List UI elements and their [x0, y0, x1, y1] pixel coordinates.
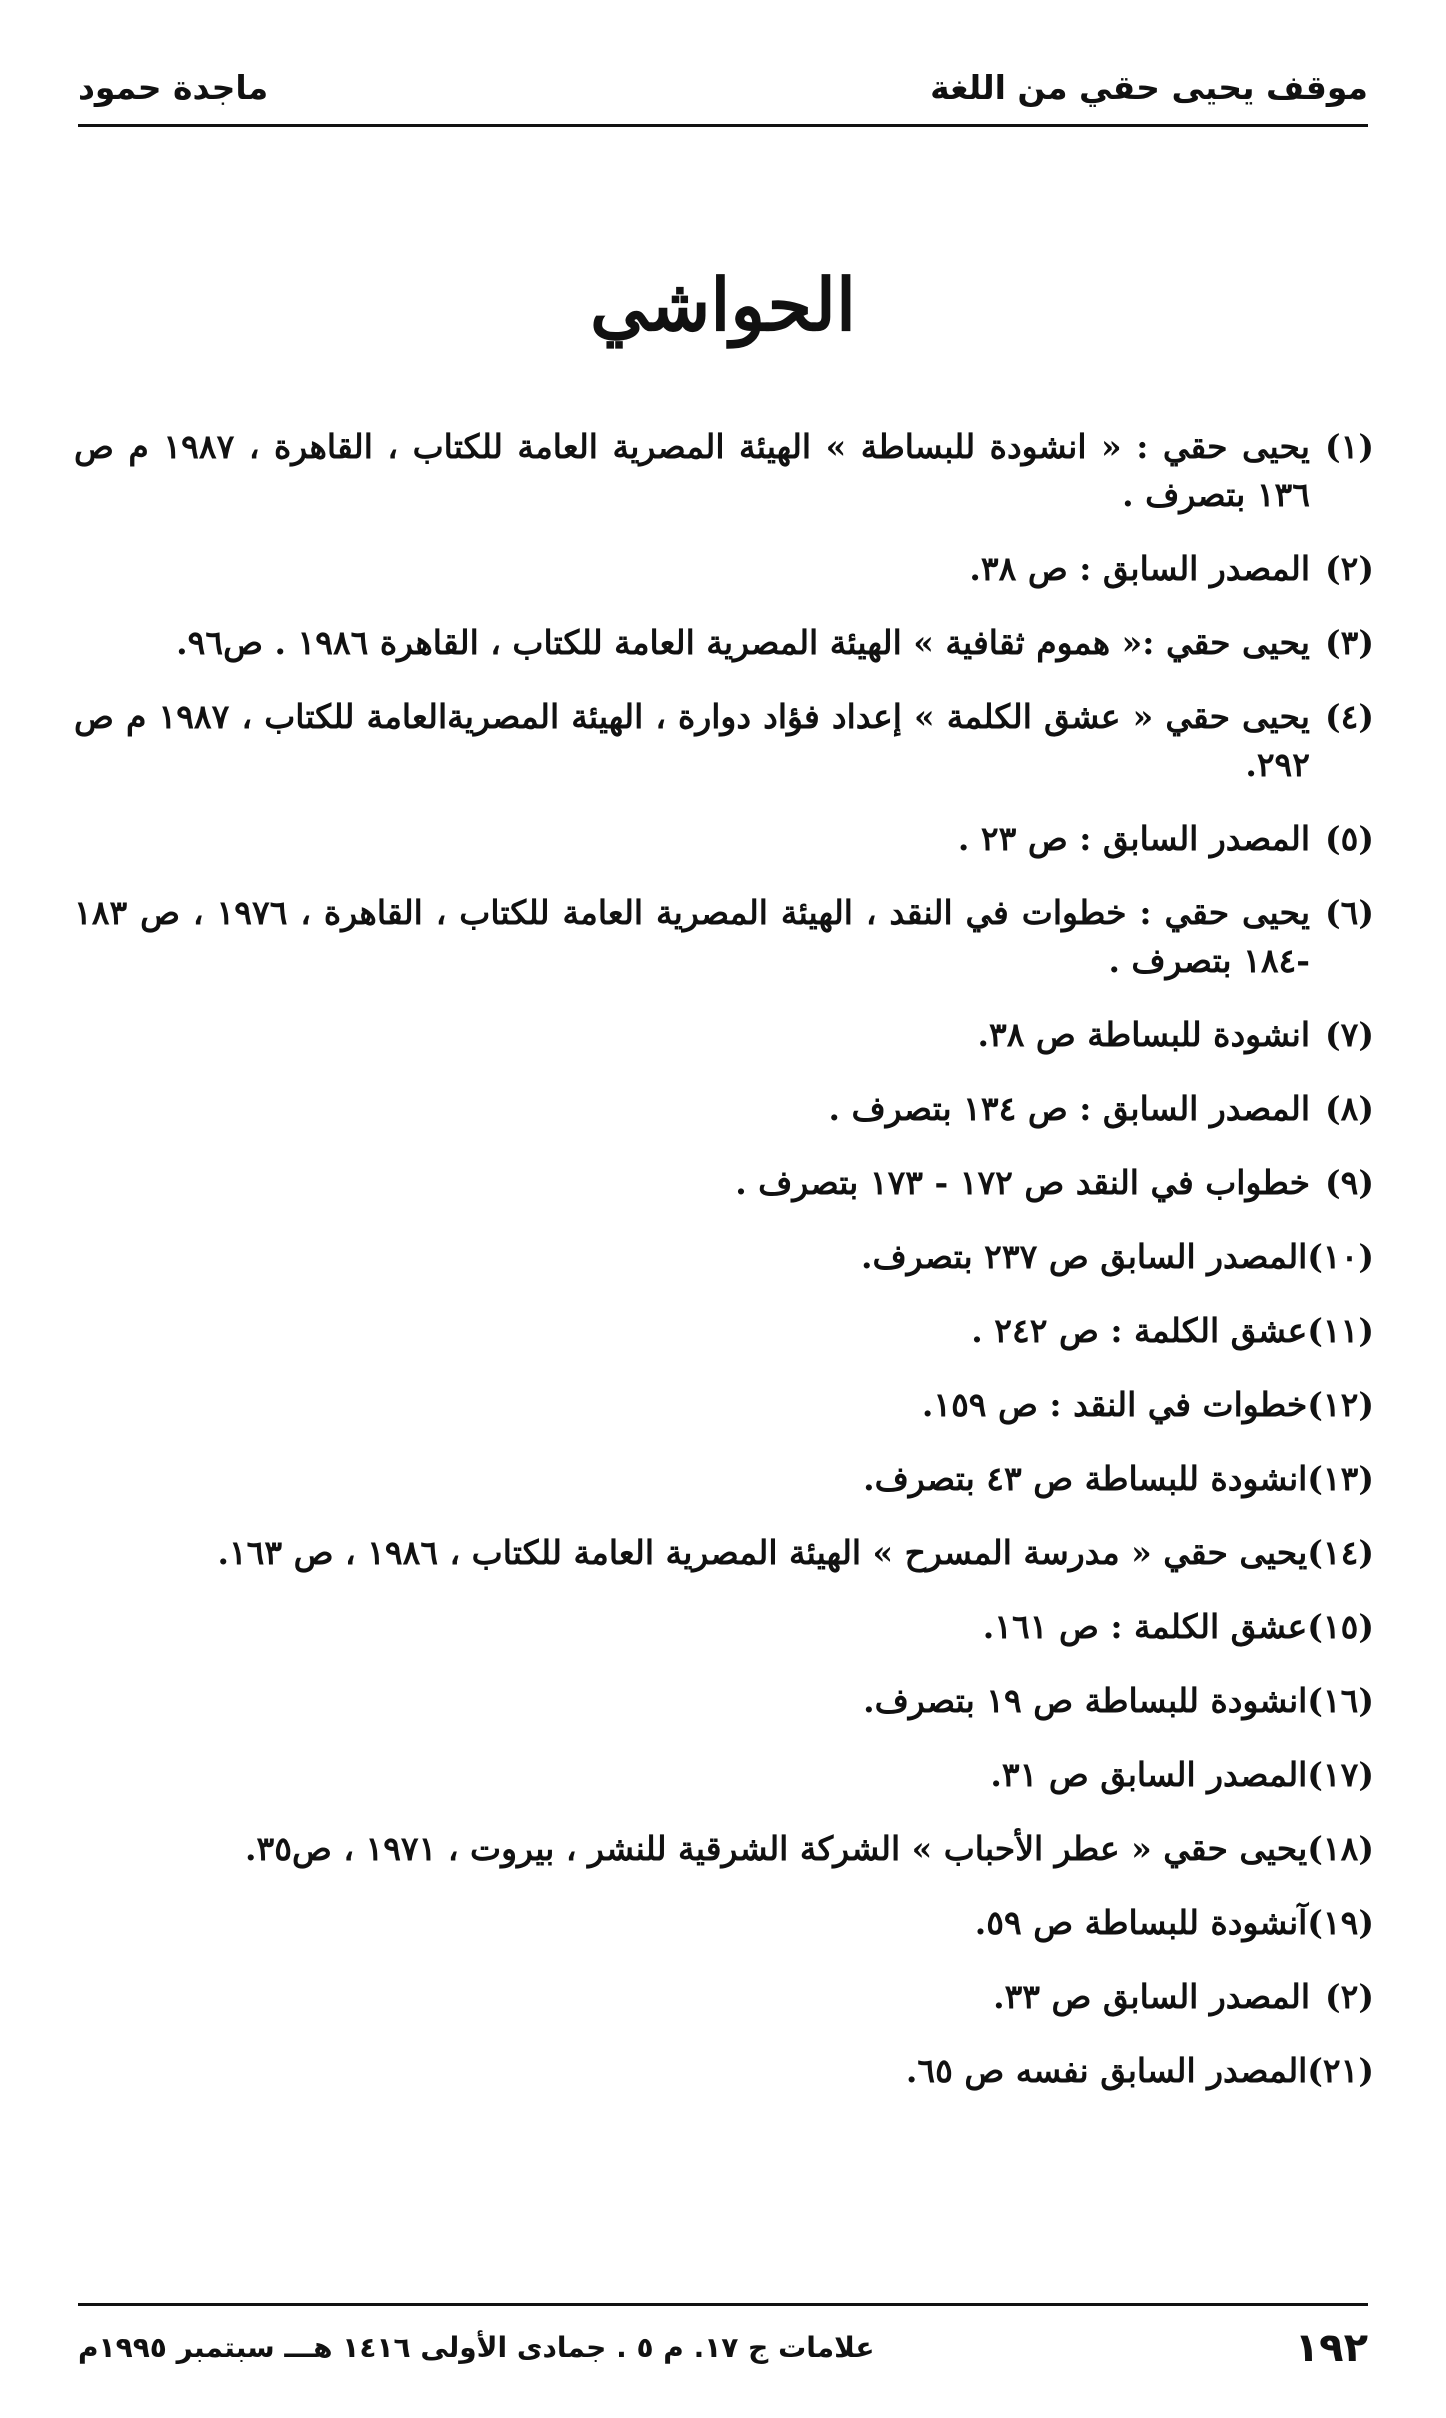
footnote-text: يحيى حقي :« هموم ثقافية » الهيئة المصرية العامة للكتاب ، القاهرة ١٩٨٦ . ص٩٦. [176, 623, 1310, 662]
footnote-text: المصدر السابق : ص ١٣٤ بتصرف . [828, 1089, 1310, 1128]
footnote-number: (٧) [1325, 1015, 1374, 1054]
footnote-item [74, 1085, 1374, 1133]
footnote-text: انشودة للبساطة ص ١٩ بتصرف. [863, 1681, 1308, 1720]
footnote-number: (١٩) [1307, 1903, 1374, 1942]
footnote-number: (٢) [1325, 1977, 1374, 2016]
footnote-number: (١١) [1307, 1311, 1374, 1350]
footnote-number: (١٥) [1307, 1607, 1374, 1646]
footnote-number: (٤) [1325, 697, 1374, 736]
footnote-number: (١٦) [1307, 1681, 1374, 1720]
footnote-text: المصدر السابق ص ٣١. [990, 1755, 1308, 1794]
footnote-text: المصدر السابق نفسه ص ٦٥. [905, 2051, 1308, 2090]
footnote-text: انشودة للبساطة ص ٣٨. [977, 1015, 1310, 1054]
footnote-number: (٩) [1325, 1163, 1374, 1202]
footnote-number: (١٢) [1307, 1385, 1374, 1424]
footnote-text: خطوات في النقد : ص ١٥٩. [921, 1385, 1308, 1424]
footnote-number: (٥) [1325, 819, 1374, 858]
footnote-number: (٣) [1325, 623, 1374, 662]
footnote-item [74, 1899, 1374, 1947]
footnote-text: انشودة للبساطة ص ٤٣ بتصرف. [863, 1459, 1308, 1498]
footnote-number: (٦) [1325, 893, 1375, 932]
footnote-text: يحيى حقي : خطوات في النقد ، الهيئة المصرية العامة للكتاب ، القاهرة ، ١٩٧٦ ، ص ١٨٣ -١٨٤ بتصرف . [74, 893, 1311, 980]
footnote-text: المصدر السابق ص ٣٣. [993, 1977, 1310, 2016]
section-title: الحواشي [590, 262, 856, 347]
footnote-number: (١٤) [1307, 1533, 1374, 1572]
footnote-number: (١) [1325, 427, 1374, 466]
footnote-item [74, 619, 1374, 667]
footnote-text: يحيى حقي « عطر الأحباب » الشركة الشرقية للنشر ، بيروت ، ١٩٧١ ، ص٣٥. [244, 1829, 1308, 1868]
footnote-text: المصدر السابق : ص ٢٣ . [957, 819, 1310, 858]
footnote-text: عشق الكلمة : ص ٢٤٢ . [971, 1311, 1308, 1350]
footnote-number: (١٠) [1307, 1237, 1374, 1276]
footnote-number: (٢) [1325, 549, 1374, 588]
footnote-item [74, 889, 1374, 985]
footnote-item [74, 423, 1374, 519]
footnote-text: يحيى حقي « مدرسة المسرح » الهيئة المصرية العامة للكتاب ، ١٩٨٦ ، ص ١٦٣. [217, 1533, 1308, 1572]
footnote-text: المصدر السابق ص ٢٣٧ بتصرف. [860, 1237, 1308, 1276]
footnote-text: عشق الكلمة : ص ١٦١. [982, 1607, 1308, 1646]
footnote-number: (١٣) [1307, 1459, 1374, 1498]
footnote-item [74, 1381, 1374, 1429]
footnote-item [74, 1529, 1374, 1577]
running-header [78, 58, 1368, 118]
journal-info: علامات ج ١٧. م ٥ . جمادى الأولى ١٤١٦ هـــ سبتمبر ١٩٩٥م [78, 2331, 875, 2364]
footnote-item [74, 1603, 1374, 1651]
footnote-text: يحيى حقي : « انشودة للبساطة » الهيئة المصرية العامة للكتاب ، القاهرة ، ١٩٨٧ م ص ١٣٦ بتصرف . [74, 427, 1310, 514]
footnote-item [74, 1307, 1374, 1355]
footnote-item [74, 545, 1374, 593]
footnote-item [74, 815, 1374, 863]
header-divider [78, 124, 1368, 127]
footnote-number: (٢١) [1307, 2051, 1374, 2090]
footnotes-list [74, 423, 1374, 2121]
article-title: موقف يحيى حقي من اللغة [930, 68, 1368, 107]
footnote-item [74, 1233, 1374, 1281]
footnote-number: (٨) [1325, 1089, 1374, 1128]
footnote-number: (١٧) [1307, 1755, 1374, 1794]
footnote-item [74, 1973, 1374, 2021]
footnote-item [74, 1825, 1374, 1873]
footnote-number: (١٨) [1307, 1829, 1374, 1868]
footnote-item [74, 2047, 1374, 2095]
author-name: ماجدة حمود [78, 68, 269, 107]
page-number: ١٩٢ [1294, 2325, 1368, 2371]
footnote-item [74, 1677, 1374, 1725]
footnote-item [74, 1455, 1374, 1503]
footer-divider [78, 2303, 1368, 2306]
footnote-item [74, 1159, 1374, 1207]
footnote-item [74, 1011, 1374, 1059]
footnote-text: يحيى حقي « عشق الكلمة » إعداد فؤاد دوارة ، الهيئة المصريةالعامة للكتاب ، ١٩٨٧ م ص ٢٩٢. [74, 697, 1310, 784]
footnote-text: خطواب في النقد ص ١٧٢ - ١٧٣ بتصرف . [735, 1163, 1310, 1202]
footnote-item [74, 693, 1374, 789]
footnote-text: آنشودة للبساطة ص ٥٩. [974, 1903, 1308, 1942]
footnote-item [74, 1751, 1374, 1799]
footnote-text: المصدر السابق : ص ٣٨. [969, 549, 1310, 588]
running-footer [78, 2318, 1368, 2378]
